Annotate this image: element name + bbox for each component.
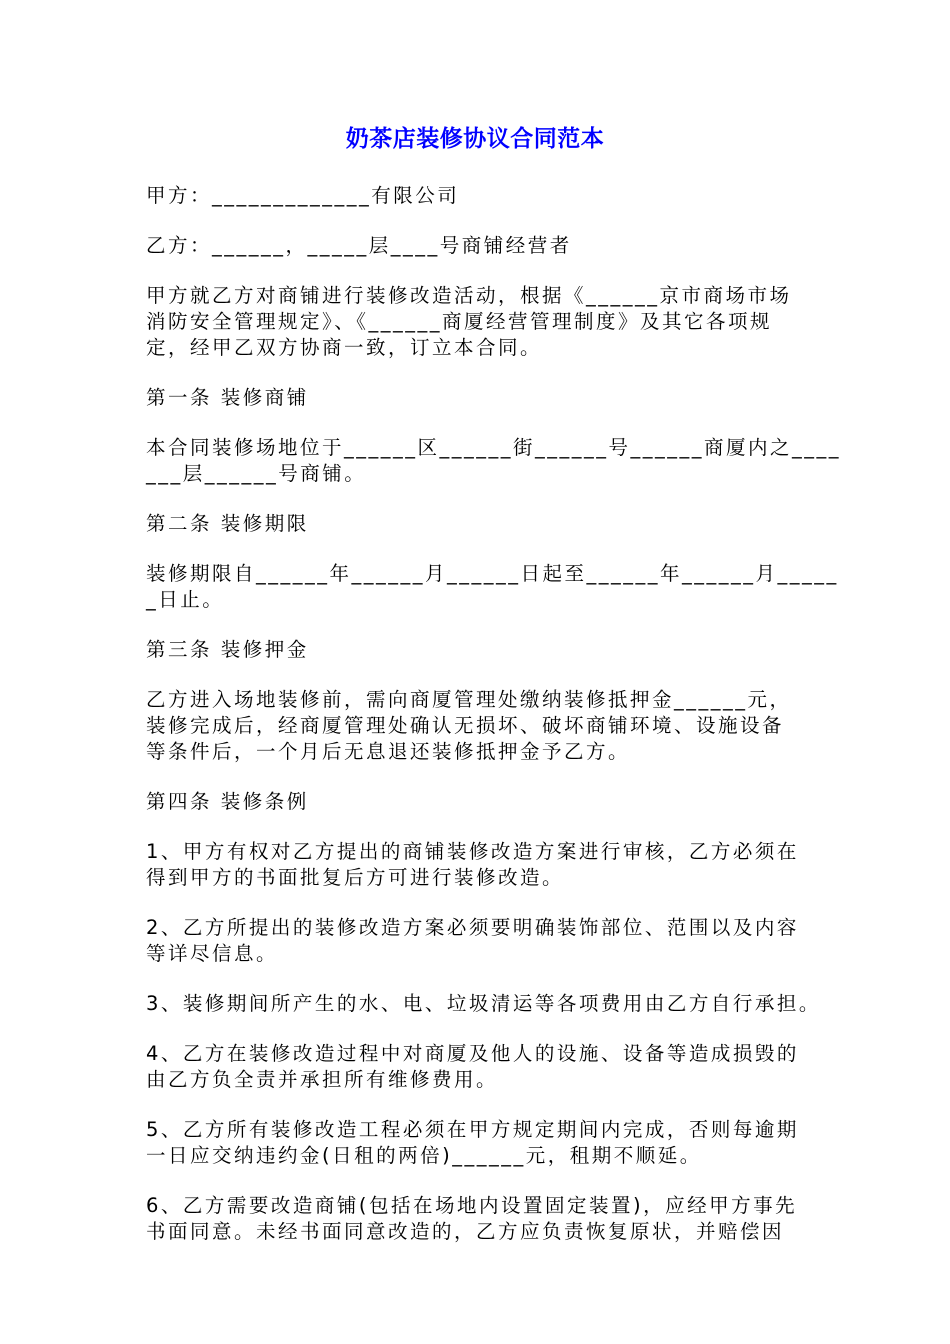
document-body — [146, 183, 842, 1269]
paragraph — [146, 1193, 811, 1245]
paragraph — [146, 687, 811, 765]
paragraph-line: 消防安全管理规定》、《______商厦经营管理制度》及其它各项规 — [146, 310, 773, 333]
document-title: 奶茶店装修协议合同范本 — [345, 126, 605, 152]
paragraph-line: 2、乙方所提出的装修改造方案必须要明确装饰部位、范围以及内容 — [146, 916, 799, 939]
paragraph-line: 书面同意。未经书面同意改造的，乙方应负责恢复原状，并赔偿因 — [146, 1220, 785, 1243]
paragraph-line: 第二条 装修期限 — [146, 512, 309, 535]
paragraph — [146, 1117, 811, 1169]
paragraph — [146, 233, 811, 259]
paragraph — [146, 561, 839, 613]
paragraph-line: 第三条 装修押金 — [146, 638, 309, 661]
paragraph — [146, 435, 842, 487]
paragraph-line: 装修完成后，经商厦管理处确认无损坏、破坏商铺环境、设施设备 — [146, 714, 785, 737]
paragraph-line: 6、乙方需要改造商铺(包括在场地内设置固定装置)，应经甲方事先 — [146, 1194, 798, 1217]
paragraph — [146, 839, 811, 891]
paragraph-line: 本合同装修场地位于______区______街______号______商厦内之____ — [146, 436, 842, 459]
paragraph-line: 得到甲方的书面批复后方可进行装修改造。 — [146, 866, 565, 889]
paragraph-line: 一日应交纳违约金(日租的两倍)______元，租期不顺延。 — [146, 1144, 702, 1167]
paragraph — [146, 1041, 811, 1093]
paragraph-line: _日止。 — [146, 588, 225, 611]
paragraph — [146, 915, 811, 967]
paragraph-line: 等条件后，一个月后无息退还装修抵押金予乙方。 — [146, 740, 631, 763]
paragraph — [146, 183, 811, 209]
paragraph — [146, 789, 811, 815]
paragraph-line: 4、乙方在装修改造过程中对商厦及他人的设施、设备等造成损毁的 — [146, 1042, 799, 1065]
paragraph-line: 乙方：______，_____层____号商铺经营者 — [146, 234, 572, 257]
paragraph-line: 第一条 装修商铺 — [146, 386, 309, 409]
paragraph — [146, 637, 811, 663]
paragraph-line: 5、乙方所有装修改造工程必须在甲方规定期间内完成，否则每逾期 — [146, 1118, 799, 1141]
paragraph-line: 3、装修期间所产生的水、电、垃圾清运等各项费用由乙方自行承担。 — [146, 992, 821, 1015]
paragraph — [146, 283, 811, 361]
paragraph — [146, 991, 821, 1017]
paragraph-line: 第四条 装修条例 — [146, 790, 309, 813]
paragraph-line: 等详尽信息。 — [146, 942, 279, 965]
paragraph-line: 甲方：_____________有限公司 — [146, 184, 460, 207]
paragraph-line: 装修期限自______年______月______日起至______年______月_____ — [146, 562, 839, 585]
paragraph — [146, 385, 811, 411]
paragraph-line: 1、甲方有权对乙方提出的商铺装修改造方案进行审核，乙方必须在 — [146, 840, 799, 863]
paragraph-line: 定，经甲乙双方协商一致，订立本合同。 — [146, 336, 543, 359]
paragraph-line: ___层______号商铺。 — [146, 462, 367, 485]
paragraph — [146, 511, 811, 537]
paragraph-line: 甲方就乙方对商铺进行装修改造活动，根据《______京市商场市场 — [146, 284, 792, 307]
paragraph-line: 乙方进入场地装修前，需向商厦管理处缴纳装修抵押金______元， — [146, 688, 792, 711]
paragraph-line: 由乙方负全责并承担所有维修费用。 — [146, 1068, 499, 1091]
